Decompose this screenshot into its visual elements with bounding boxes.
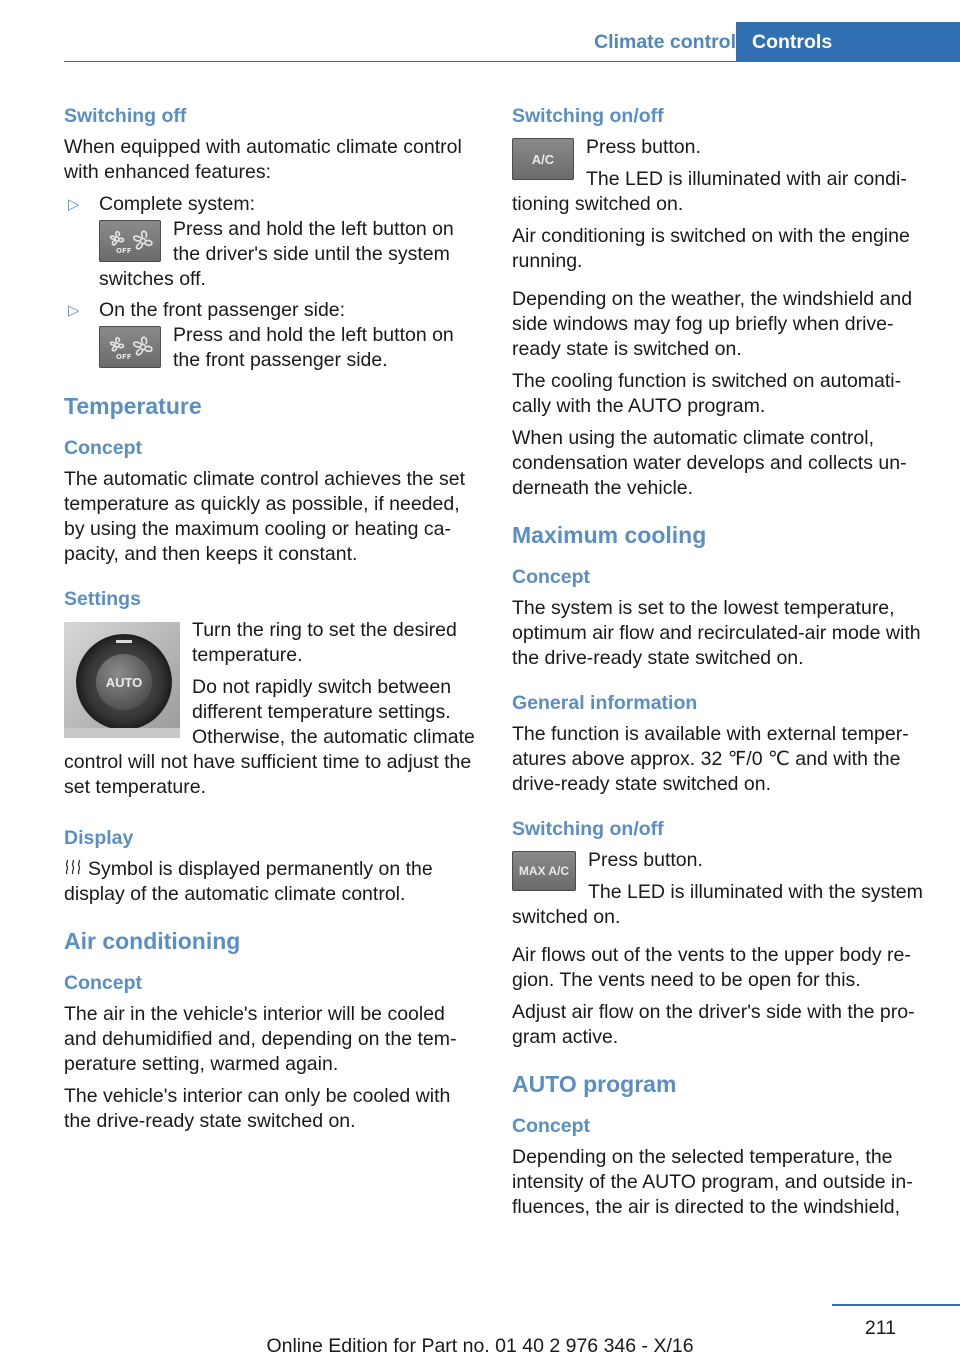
general-info-text: The function is available with external temperatures above approx. 32 ℉/0 ℃ and with the drive-ready state switched on. xyxy=(512,723,909,795)
ac-cooling-text: The cooling function is switched on automatically with the AUTO program. xyxy=(512,370,902,417)
page-header xyxy=(0,22,960,62)
max-airflow-text: Air flows out of the vents to the upper body region. The vents need to be open for this. xyxy=(512,944,911,991)
list-item-label: On the front passenger side: xyxy=(99,299,346,321)
display-text: Symbol is displayed permanently on the display of the automatic climate control. xyxy=(64,858,433,905)
ac-button-icon: A/C xyxy=(512,138,574,180)
list-item-label: Complete system: xyxy=(99,193,256,215)
max-concept-text: The system is set to the lowest temperature, optimum air flow and recirculated-air mode with the drive-ready state switched on. xyxy=(512,597,921,669)
settings-heading: Settings xyxy=(64,588,141,610)
knob-auto-label: AUTO xyxy=(96,654,152,710)
display-paragraph xyxy=(64,857,479,907)
auto-concept-text: Depending on the selected temperature, the intensity of the AUTO program, and outside influences, the air is directed to the windshield, xyxy=(512,1146,913,1218)
display-heading: Display xyxy=(64,827,134,849)
temperature-concept-heading: Concept xyxy=(64,437,142,459)
max-adjust-text: Adjust air flow on the driver's side with the program active. xyxy=(512,1001,915,1048)
maximum-cooling-heading: Maximum cooling xyxy=(512,522,707,548)
ac-concept-text-2: The vehicle's interior can only be cooled with the drive-ready state switched on. xyxy=(64,1085,451,1132)
right-column xyxy=(512,103,928,1227)
max-press-text: Press button. xyxy=(588,849,703,871)
chapter-tab: Controls xyxy=(736,22,960,62)
list-item-text: Press and hold the left button on the front passenger side. xyxy=(173,324,454,371)
settings-text-1: Turn the ring to set the desired temperature. xyxy=(192,619,457,666)
fan-off-button-icon xyxy=(99,220,161,262)
air-conditioning-heading: Air conditioning xyxy=(64,928,241,954)
ac-switching-heading: Switching on/off xyxy=(512,105,664,127)
temperature-knob-image xyxy=(64,622,180,738)
temperature-heading: Temperature xyxy=(64,393,202,419)
ac-engine-text: Air conditioning is switched on with the engine running. xyxy=(512,225,910,272)
ac-fog-text: Depending on the weather, the windshield and side windows may fog up briefly when drive-ready state is switched on. xyxy=(512,288,913,360)
max-concept-heading: Concept xyxy=(512,566,590,588)
ac-press-text: Press button. xyxy=(586,136,701,158)
edition-line: Online Edition for Part no. 01 40 2 976 346 - X/16 xyxy=(266,1335,694,1357)
fan-off-button-icon xyxy=(99,326,161,368)
max-ac-button-icon: MAX A/C xyxy=(512,851,576,891)
ac-led-text: The LED is illuminated with air conditioning switched on. xyxy=(512,168,907,215)
page-number: 211 xyxy=(864,1317,896,1339)
svg-text:OFF: OFF xyxy=(116,353,132,361)
triangle-bullet-icon: ▷ xyxy=(68,302,80,319)
header-rule xyxy=(64,61,960,62)
temperature-concept-text: The automatic climate control achieves the set temperature as quickly as possible, if needed, by using the maximum cooling or heating capacity, and then keeps it constant. xyxy=(64,468,466,565)
auto-concept-heading: Concept xyxy=(512,1115,590,1137)
list-item xyxy=(64,298,479,373)
list-item xyxy=(64,192,479,292)
settings-text-2: Do not rapidly switch between different temperature settings. Otherwise, the automatic climate control will not have sufficient time to adjust the set temperature. xyxy=(64,676,475,798)
triangle-bullet-icon: ▷ xyxy=(68,196,80,213)
switching-off-intro: When equipped with automatic climate control with enhanced features: xyxy=(64,136,462,183)
heat-waves-icon xyxy=(64,857,84,882)
general-info-heading: General information xyxy=(512,692,698,714)
footer-rule xyxy=(832,1304,960,1306)
left-column xyxy=(64,103,479,1141)
ac-condensation-text: When using the automatic climate control, condensation water develops and collects underneath the vehicle. xyxy=(512,427,907,499)
ac-concept-heading: Concept xyxy=(64,972,142,994)
max-switching-heading: Switching on/off xyxy=(512,818,664,840)
list-item-text: Press and hold the left button on the driver's side until the system switches off. xyxy=(99,218,454,290)
ac-concept-text-1: The air in the vehicle's interior will be cooled and dehumidified and, depending on the temperature setting, warmed again. xyxy=(64,1003,457,1075)
section-title: Climate control xyxy=(594,31,736,53)
switching-off-heading: Switching off xyxy=(64,105,187,127)
svg-text:OFF: OFF xyxy=(116,247,132,255)
auto-program-heading: AUTO program xyxy=(512,1071,677,1097)
switching-off-list xyxy=(64,192,479,373)
max-led-text: The LED is illuminated with the system switched on. xyxy=(512,881,923,928)
